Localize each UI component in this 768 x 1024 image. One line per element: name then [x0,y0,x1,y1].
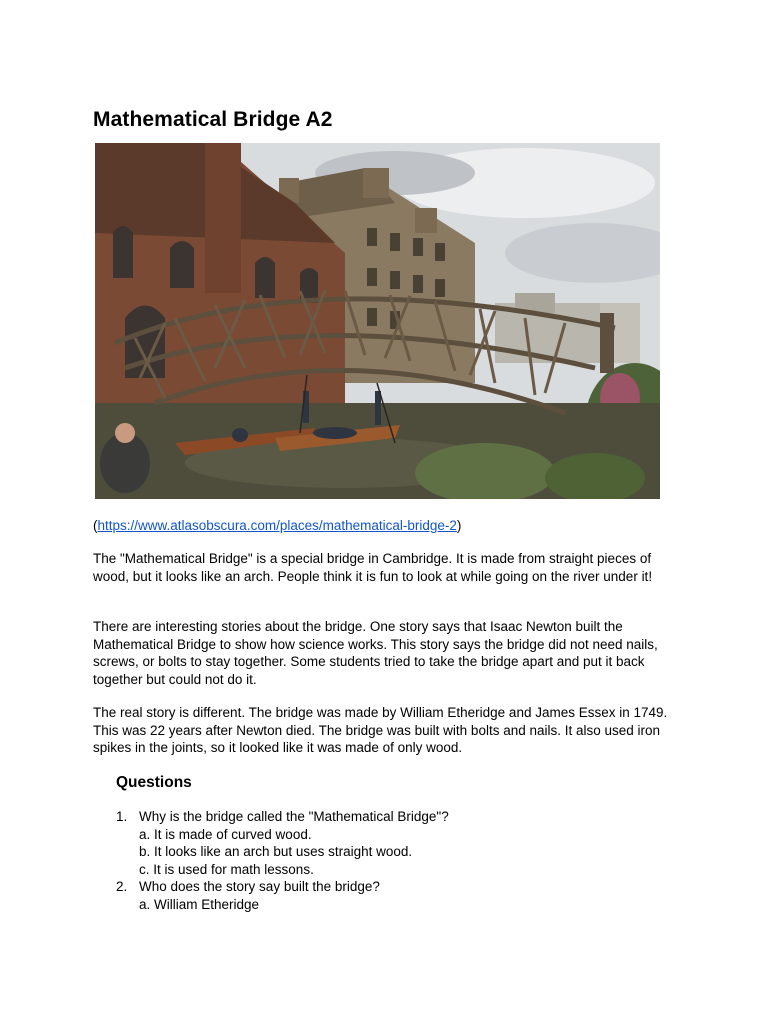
paragraph-intro: The "Mathematical Bridge" is a special bridge in Cambridge. It is made from straight pieces of wood, but it looks like an arch. People think it is fun to look at while going on the river under it! [93,551,653,584]
question-item [116,878,656,913]
answer-option: a. It is made of curved wood. [139,826,312,842]
source-citation [93,517,461,535]
question-text: Why is the bridge called the "Mathematical Bridge"? [139,809,449,824]
bridge-photo-illustration [95,143,660,499]
source-close-paren: ) [456,518,462,533]
questions-heading: Questions [116,774,192,791]
questions-list [116,808,656,914]
paragraph-real-story: The real story is different. The bridge was made by William Etheridge and James Essex in 1749. This was 22 years after Newton died. The bridge was built with bolts and nails. It also used iron spikes in the joints, so it looked like it was made of only wood. [93,705,668,756]
answer-option: b. It looks like an arch but uses straight wood. [139,844,413,860]
page-title: Mathematical Bridge A2 [93,108,333,131]
question-number: 1. [116,809,128,824]
paragraph-stories: There are interesting stories about the bridge. One story says that Isaac Newton built the Mathematical Bridge to show how science works. This story says the bridge did not need nails, screws, or bolts to stay together. Some students tried to take the bridge apart and put it back together but could not do it. [93,619,658,687]
question-text: Who does the story say built the bridge? [139,879,380,895]
source-open-paren: ( [93,518,98,533]
bridge-photo [95,143,660,499]
question-item [116,808,656,878]
answer-option: c. It is used for math lessons. [139,861,314,877]
source-link[interactable]: https://www.atlasobscura.com/places/mathematical-bridge-2 [97,518,457,533]
question-number: 2. [116,879,128,895]
answer-option: a. William Etheridge [139,896,260,912]
